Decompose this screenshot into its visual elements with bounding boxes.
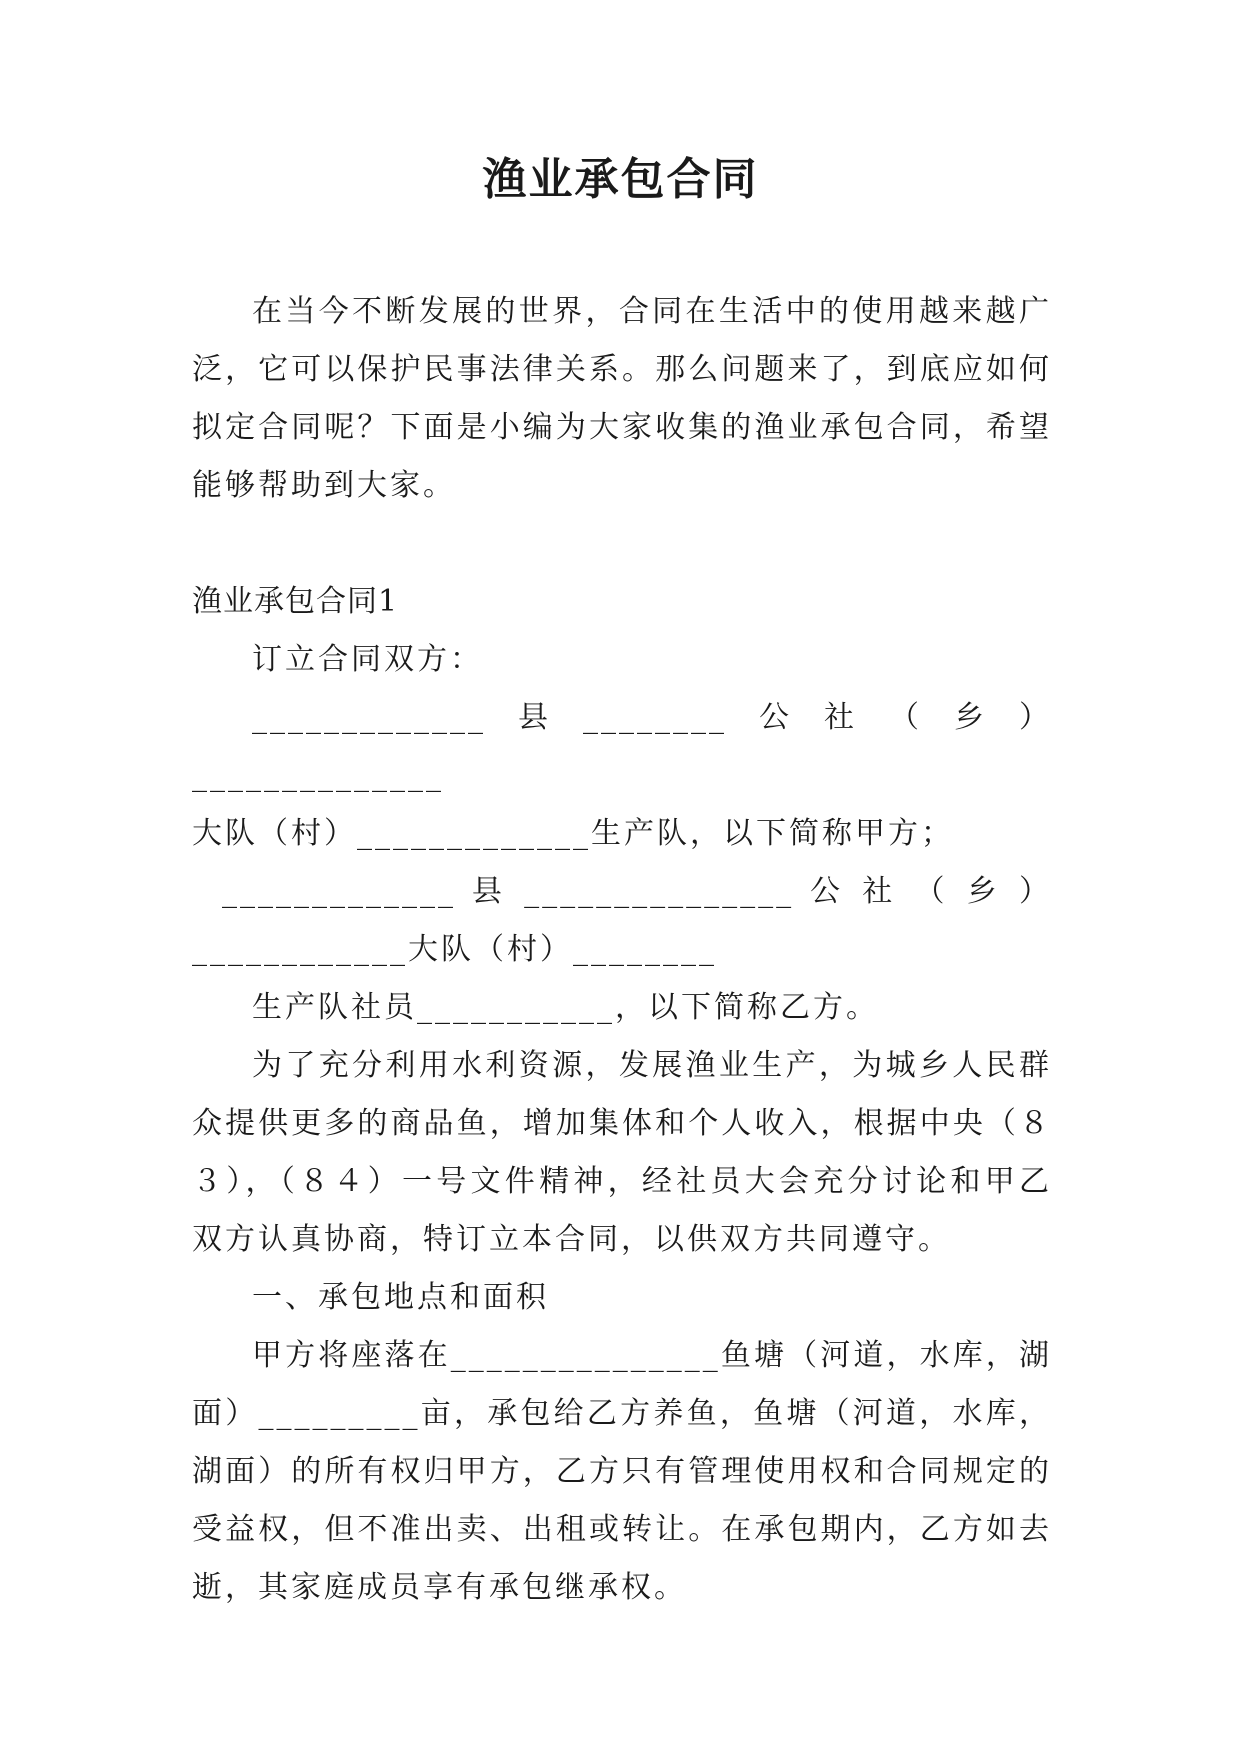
- document-title: 渔业承包合同: [482, 154, 759, 205]
- party-b-member: 生产队社员___________，以下简称乙方。: [252, 990, 879, 1025]
- party-a-line-1: _____________县________公社（乡）______________: [192, 700, 1052, 793]
- intro-paragraph: 在当今不断发展的世界，合同在生活中的使用越来越广泛，它可以保护民事法律关系。那么问题来了，到底应如何拟定合同呢？下面是小编为大家收集的渔业承包合同，希望能够帮助到大家。: [192, 294, 1052, 503]
- clause-heading-1: 一、承包地点和面积: [252, 1280, 549, 1315]
- party-b-line-2: ____________大队（村）________: [192, 932, 717, 967]
- section-title: 渔业承包合同1: [192, 584, 399, 619]
- purpose-paragraph: 为了充分利用水利资源，发展渔业生产，为城乡人民群众提供更多的商品鱼，增加集体和个人收入，根据中央（８３），（８４）一号文件精神，经社员大会充分讨论和甲乙双方认真协商，特订立本合同，以供双方共同遵守。: [192, 1048, 1052, 1257]
- contract-parties-label: 订立合同双方：: [252, 642, 483, 677]
- party-a-line-2: 大队（村）_____________生产队，以下简称甲方；: [192, 816, 954, 851]
- clause-1-paragraph: 甲方将座落在_______________鱼塘（河道，水库，湖面）_________亩，承包给乙方养鱼，鱼塘（河道，水库，湖面）的所有权归甲方，乙方只有管理使用权和合同规定的受益权，但不准出卖、出租或转让。在承包期内，乙方如去逝，其家庭成员享有承包继承权。: [192, 1338, 1052, 1605]
- document-body: [192, 283, 1052, 1617]
- party-b-line-1: _____________ 县 _______________ 公 社 （ 乡 ）: [222, 874, 1052, 909]
